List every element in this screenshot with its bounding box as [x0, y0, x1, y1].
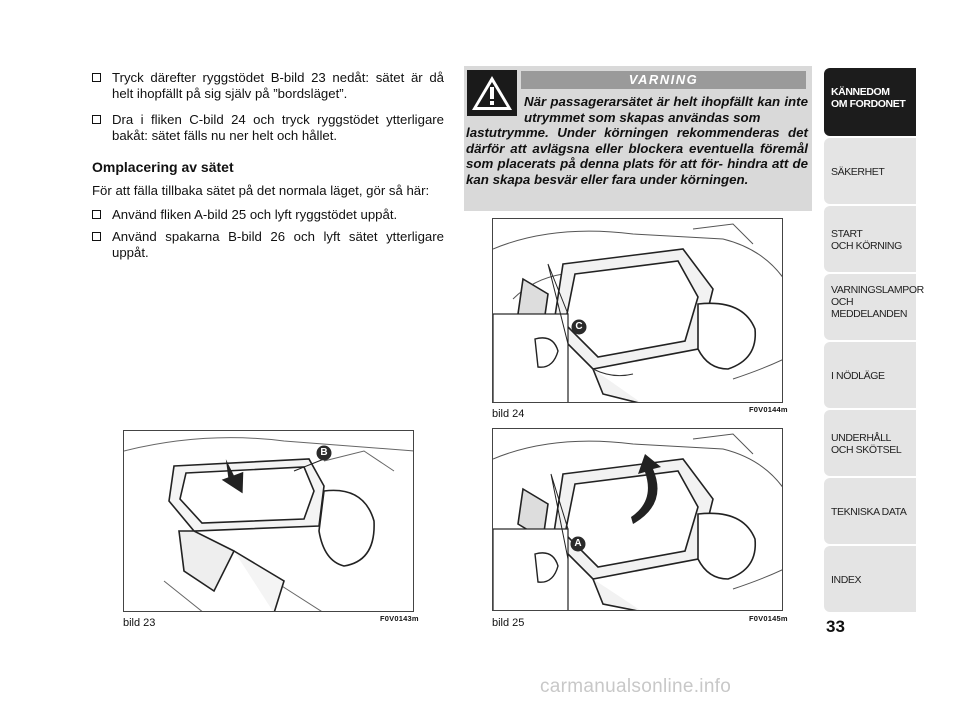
warning-title: VARNING [521, 71, 806, 89]
figure-23-image [123, 430, 414, 612]
figure-code: F0V0145m [749, 614, 788, 623]
tab-label: OCH KÖRNING [831, 240, 902, 252]
figure-code: F0V0143m [380, 614, 419, 623]
checkbox-bullet-icon [92, 210, 101, 219]
bullet-text: Använd fliken A-bild 25 och lyft ryggstödet uppåt. [112, 207, 398, 222]
bullet-text: Dra i fliken C-bild 24 och tryck ryggstödet ytterligare bakåt: sätet fälls nu ner helt och hållet. [112, 112, 444, 143]
tab-tekniska-data[interactable] [824, 478, 916, 544]
figure-24-image [492, 218, 783, 403]
figure-caption: bild 24 [492, 408, 525, 420]
warning-text-rest: lastutrymme. Under körningen rekommenderas det därför att avlägsna eller blockera eventuella föremål som placerats på denna plats för att för- hindra att de kan skapa besvär eller fara under körningen. [466, 125, 808, 187]
callout-letter: B [320, 447, 328, 458]
tab-label: UNDERHÅLL [831, 432, 891, 444]
tab-label: OCH SKÖTSEL [831, 444, 902, 456]
bullet-text: Tryck därefter ryggstödet B-bild 23 nedåt: sätet är då helt ihopfällt på sig själv på ”bordsläget”. [112, 70, 444, 101]
tab-index[interactable] [824, 546, 916, 612]
figure-25-image [492, 428, 783, 611]
tab-sakerhet[interactable] [824, 138, 916, 204]
tab-label: OM FORDONET [831, 98, 906, 110]
tab-i-nodlage[interactable] [824, 342, 916, 408]
checkbox-bullet-icon [92, 232, 101, 241]
figure-caption: bild 23 [123, 617, 156, 629]
bullet-text: Använd spakarna B-bild 26 och lyft sätet ytterligare uppåt. [112, 229, 444, 260]
tab-label: MEDDELANDEN [831, 308, 908, 320]
tab-kannedom-om-fordonet[interactable] [824, 68, 916, 136]
section-heading: Omplacering av sätet [92, 159, 234, 175]
callout-letter: C [575, 321, 583, 332]
tab-label: I NÖDLÄGE [831, 370, 885, 382]
warning-text [466, 94, 808, 187]
tab-label: VARNINGSLAMPOR [831, 284, 924, 296]
tab-label: START [831, 228, 863, 240]
checkbox-bullet-icon [92, 73, 101, 82]
tab-start-och-korning[interactable] [824, 206, 916, 272]
intro-paragraph: För att fälla tillbaka sätet på det normala läget, gör så här: [92, 183, 430, 198]
warning-text-first: När passagerarsätet är helt ihopfällt kan inte utrymmet som skapas användas som [524, 94, 808, 125]
bullet-item [92, 112, 444, 144]
tab-label: INDEX [831, 574, 862, 586]
figure-caption: bild 25 [492, 617, 525, 629]
figure-code: F0V0144m [749, 405, 788, 414]
tab-label: SÄKERHET [831, 166, 885, 178]
checkbox-bullet-icon [92, 115, 101, 124]
bullet-item [92, 207, 444, 223]
tab-label: OCH [831, 296, 854, 308]
bullet-item [92, 70, 444, 102]
callout-letter: A [574, 538, 582, 549]
watermark-text: carmanualsonline.info [540, 676, 732, 697]
tab-varningslampor-och-meddelanden[interactable] [824, 274, 924, 340]
page-number: 33 [826, 617, 845, 636]
tab-label: TEKNISKA DATA [831, 506, 907, 518]
tab-underhall-och-skotsel[interactable] [824, 410, 916, 476]
tab-label: KÄNNEDOM [831, 86, 890, 98]
bullet-item [92, 229, 444, 261]
